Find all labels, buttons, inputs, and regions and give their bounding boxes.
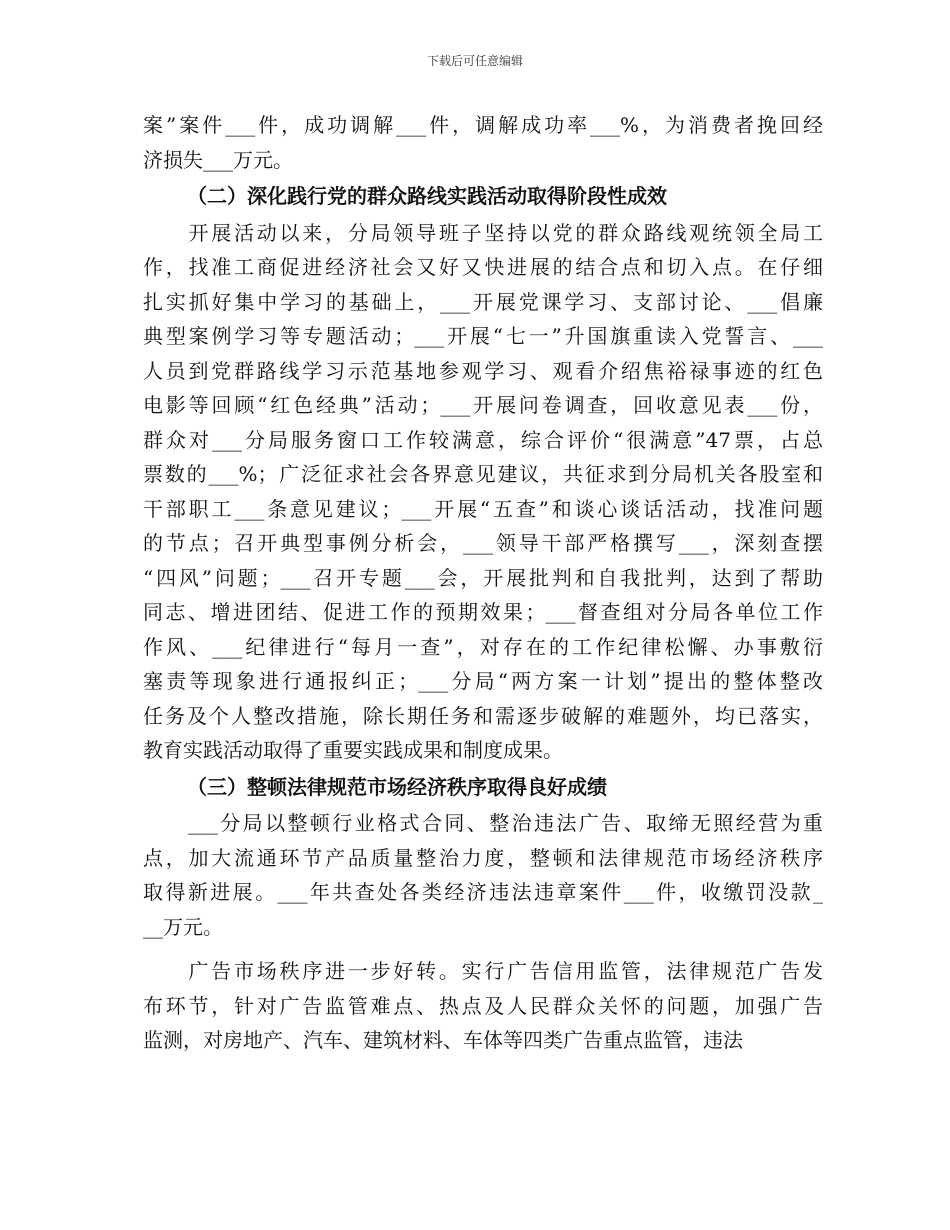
paragraph-line: 电影等回顾“红色经典”活动；___开展问卷调查，回收意见表___份，: [143, 393, 823, 417]
paragraph-line: 群众对___分局服务窗口工作较满意，综合评价“很满意”47票，占总: [143, 427, 823, 452]
paragraph-line: 济损失___万元。: [143, 147, 293, 172]
paragraph-gap: [143, 944, 823, 954]
paragraph-line: 票数的___%；广泛征求社会各界意见建议，共征求到分局机关各股室和: [143, 462, 823, 486]
paragraph-line: 作，找准工商促进经济社会又好又快进展的结合点和切入点。在仔细: [143, 255, 823, 279]
paragraph-line: 点，加大流通环节产品质量整治力度，整顿和法律规范市场经济秩序: [143, 845, 823, 870]
paragraph-line: __万元。: [143, 914, 223, 939]
paragraph-line: 人员到党群路线学习示范基地参观学习、观看介绍焦裕禄事迹的红色: [143, 358, 823, 383]
paragraph-line: ___分局以整顿行业格式合同、整治违法广告、取缔无照经营为重: [143, 811, 823, 835]
paragraph-line: 典型案例学习等专题活动；___开展“七一”升国旗重读入党誓言、___: [143, 324, 823, 348]
paragraph-line: 开展活动以来，分局领导班子坚持以党的群众路线观统领全局工: [143, 220, 823, 245]
paragraph-line: 干部职工___条意见建议；___开展“五查”和谈心谈话活动，找准问题: [143, 496, 823, 521]
paragraph-line: 同志、增进团结、促进工作的预期效果；___督查组对分局各单位工作: [143, 600, 823, 624]
page-header: 下载后可任意编辑: [426, 54, 523, 68]
paragraph-line: 任务及个人整改措施，除长期任务和需逐步破解的难题外，均已落实，: [143, 703, 823, 728]
paragraph-line: 扎实抓好集中学习的基础上，___开展党课学习、支部讨论、___倡廉: [143, 289, 823, 314]
paragraph-line: 监测，对房地产、汽车、建筑材料、车体等四类广告重点监管，违法: [143, 1028, 743, 1052]
paragraph-line: 布环节，针对广告监管难点、热点及人民群众关怀的问题，加强广告: [143, 993, 823, 1018]
section-heading: （二）深化践行党的群众路线实践活动取得阶段性成效: [187, 184, 667, 208]
document-body: [143, 108, 823, 1058]
paragraph-line: 教育实践活动取得了重要实践成果和制度成果。: [143, 738, 563, 762]
paragraph-line: 的节点；召开典型事例分析会，___领导干部严格撰写___，深刻查摆: [143, 531, 823, 555]
paragraph-line: 作风、___纪律进行“每月一查”，对存在的工作纪律松懈、办事敷衍: [143, 634, 823, 659]
paragraph-line: 广告市场秩序进一步好转。实行广告信用监管，法律规范广告发: [143, 959, 823, 983]
paragraph-line: 塞责等现象进行通报纠正；___分局“两方案一计划”提出的整体整改: [143, 669, 823, 693]
paragraph-line: 取得新进展。___年共查处各类经济违法违章案件___件，收缴罚没款_: [143, 880, 823, 904]
section-heading: （三）整顿法律规范市场经济秩序取得良好成绩: [187, 774, 607, 799]
paragraph-line: 案”案件___件，成功调解___件，调解成功率___%，为消费者挽回经: [143, 113, 823, 137]
paragraph-line: “四风”问题；___召开专题___会，开展批判和自我批判，达到了帮助: [143, 565, 823, 590]
